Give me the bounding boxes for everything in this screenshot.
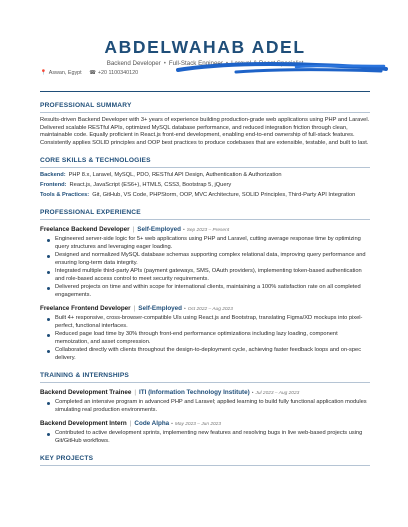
candidate-name: ABDELWAHAB ADEL: [104, 37, 306, 57]
list-item: Engineered server-side logic for 5+ web applications using PHP and Laravel, cutting average response time by optimizing query structures and leveraging eager loading.: [55, 236, 370, 251]
section-divider: [40, 167, 370, 168]
training-bullets: [40, 430, 370, 445]
job-title: Freelance Backend Developer: [40, 226, 130, 234]
skill-value: PHP 8.x, Laravel, MySQL, PDO, RESTful API Design, Authentication & Authorization: [68, 172, 282, 179]
training-title: Backend Development Trainee: [40, 389, 132, 397]
skills-list: [40, 172, 370, 199]
list-item: Built 4+ responsive, cross-browser-compatible UIs using React.js and Bootstrap, translating Figma/XD mockups into pixel-perfect, functional interfaces.: [55, 315, 370, 330]
list-item: Collaborated directly with clients throughout the design-to-deployment cycle, achieving faster feedback loops and on-spec delivery.: [55, 347, 370, 362]
skill-row-backend: [40, 172, 370, 180]
training-header: Backend Development Intern | Code Alpha • May 2023 – Jun 2023: [40, 420, 221, 428]
tagline-role-3: Laravel & React Specialist: [231, 60, 304, 67]
location-pin-icon: 📍: [40, 70, 47, 76]
tagline-role-1: Backend Developer: [106, 60, 161, 67]
contact-phone-icon: ☎: [89, 70, 96, 76]
job-entry: [40, 305, 370, 362]
section-divider: [40, 219, 370, 220]
job-header: Freelance Frontend Developer | Self-Employed • Oct 2022 – Aug 2023: [40, 305, 233, 313]
tagline-role-2: Full-Stack Engineer: [168, 60, 223, 67]
list-item: Delivered projects on time and within scope for international clients, maintaining a 100% satisfaction rate on all completed engagements.: [55, 284, 370, 299]
job-bullets: [40, 236, 370, 299]
resume-header: [40, 0, 370, 77]
section-divider: [40, 465, 370, 466]
skill-row-frontend: [40, 182, 370, 190]
header-divider: [40, 91, 370, 92]
job-dates: Oct 2022 – Aug 2023: [187, 307, 233, 313]
job-header: Freelance Backend Developer | Self-Employed • Sep 2023 – Present: [40, 226, 230, 234]
training-org: ITI (Information Technology Institute): [138, 389, 250, 397]
training-dates: Jul 2023 – Aug 2023: [255, 391, 300, 397]
list-item: Completed an intensive program in advanced PHP and Laravel; applied learning to build fully functional application modules simulating real production environments.: [55, 399, 370, 414]
summary-text: Results-driven Backend Developer with 3+ years of experience building production-grade web applications using PHP and Laravel. Delivered scalable RESTful APIs, optimized MySQL database performance, and reduced integration friction through clean, maintainable code. Equally proficient in React.js front-end development, enabling end-to-end ownership of full-stack features. Consistently applies SOLID principles and OOP best practices to produce codebases that are extensible, testable, and built to last.: [40, 117, 370, 146]
contact-location: Aswan, Egypt: [48, 70, 82, 76]
job-org: Self-Employed: [137, 226, 181, 234]
training-title: Backend Development Intern: [40, 420, 127, 428]
contact-phone: +20 1100340120: [97, 70, 139, 76]
skill-label: Backend:: [40, 172, 66, 179]
tagline: Backend Developer • Full-Stack Engineer • Laravel & React Specialist: [106, 60, 304, 67]
section-divider: [40, 382, 370, 383]
training-entry: [40, 389, 370, 414]
training-dates: May 2023 – Jun 2023: [174, 422, 221, 428]
job-entry: [40, 226, 370, 299]
job-title: Freelance Frontend Developer: [40, 305, 131, 313]
section-divider: [40, 112, 370, 113]
training-heading: TRAINING & INTERNSHIPS: [40, 372, 130, 380]
list-item: Reduced page load time by 30% through front-end performance optimizations including lazy loading, component memoization, and asset compression.: [55, 331, 370, 346]
job-bullets: [40, 315, 370, 362]
skill-value: Git, GitHub, VS Code, PHPStorm, OOP, MVC Architecture, SOLID Principles, Third-Party API Integration: [92, 191, 356, 198]
list-item: Integrated multiple third-party APIs (payment gateways, SMS, OAuth providers), implementing token-based authentication and role-based access control to meet security requirements.: [55, 268, 370, 283]
training-bullets: [40, 399, 370, 414]
training-org: Code Alpha: [134, 420, 170, 428]
list-item: Designed and normalized MySQL database schemas supporting complex relational data, improving query performance and ensuring long-term data integrity.: [55, 252, 370, 267]
training-entry: [40, 420, 370, 445]
list-item: Contributed to active development sprints, implementing new features and resolving bugs in live web-based projects using Git/GitHub workflows.: [55, 430, 370, 445]
skill-label: Frontend:: [40, 181, 67, 188]
skill-value: React.js, JavaScript (ES6+), HTML5, CSS3, Bootstrap 5, jQuery: [69, 181, 232, 188]
experience-heading: PROFESSIONAL EXPERIENCE: [40, 209, 141, 217]
skill-row-tools: [40, 192, 370, 200]
job-dates: Sep 2023 – Present: [186, 228, 230, 234]
projects-heading: KEY PROJECTS: [40, 455, 94, 463]
skills-heading: CORE SKILLS & TECHNOLOGIES: [40, 157, 151, 165]
training-header: Backend Development Trainee | ITI (Information Technology Institute) • Jul 2023 – Aug 2023: [40, 389, 300, 397]
summary-heading: PROFESSIONAL SUMMARY: [40, 102, 132, 109]
contact-line: [40, 70, 370, 77]
skill-label: Tools & Practices:: [40, 191, 90, 198]
job-org: Self-Employed: [138, 305, 183, 313]
